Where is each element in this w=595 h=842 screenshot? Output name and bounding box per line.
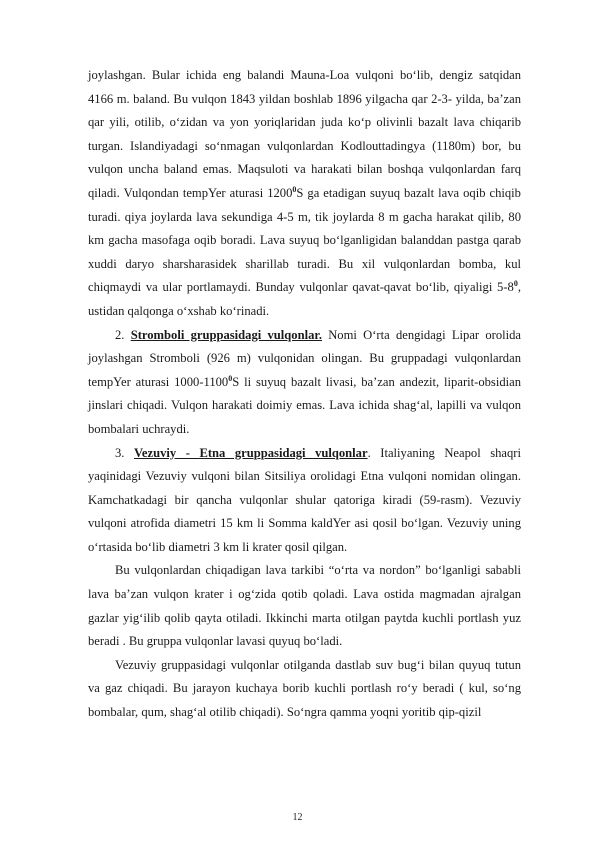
page-number: 12 <box>292 812 303 823</box>
paragraph-3-text: . Italiyaning Neapol shaqri yaqinidagi Vezuviy vulqoni bilan Sitsiliya orolidagi Etna vulqoni nomidan olingan. Kamchatkadagi bir qancha vulqonlar shular qatoriga kiradi (59-rasm). Vezuviy vulqoni atrofida diametri 15 km li Somma kaldYer asi qosil bo‘lgan. Vezuviy uning o‘rtasida bo‘lib diametri 3 km li krater qosil qilgan. <box>88 445 522 554</box>
list-number: 2. <box>115 327 131 342</box>
paragraph-2-text-a: Nomi O‘rta dengidagi Lipar orolida joylashgan Stromboli (926 m) vulqonidan olingan. Bu gruppadagi vulqonlardan tempYer aturasi 1000-1100 <box>88 327 522 389</box>
paragraph-2 <box>88 324 521 442</box>
paragraph-5: Vezuviy gruppasidagi vulqonlar otilganda dastlab suv bug‘i bilan quyuq tutun va gaz chiqadi. Bu jarayon kuchaya borib kuchli portlash ro‘y beradi ( kul, so‘ng bombalar, qum, shag‘al otilib chiqadi). So‘ngra qamma yoqni yoritib qip-qizil <box>88 657 521 720</box>
degree-superscript: 0 <box>513 279 518 289</box>
paragraph-1-text-a: joylashgan. Bular ichida eng balandi Mauna-Loa vulqoni bo‘lib, dengiz satqidan 4166 m. baland. Bu vulqon 1843 yildan boshlab 1896 yilgacha qar 2-3- yilda, ba’zan qar yili, otilib, o‘zidan va yon yoriqlaridan juda ko‘p olivinli bazalt lava chiqarib turgan. Islandiyadagi so‘nmagan vulqonlardan Kodlouttadingya (1180m) bor, bu vulqon uncha baland emas. Maqsuloti va harakati bilan boshqa vulqonlardan farq qiladi. Vulqondan tempYer aturasi 1200 <box>88 68 521 200</box>
list-number: 3. <box>115 445 134 460</box>
paragraph-3 <box>88 442 521 560</box>
paragraph-1 <box>88 64 521 324</box>
degree-superscript: 0 <box>292 184 297 194</box>
section-heading-vezuviy-etna: Vezuviy - Etna gruppasidagi vulqonlar <box>133 445 368 460</box>
degree-superscript: 0 <box>228 373 233 383</box>
paragraph-1-text-c: , ustidan qalqonga o‘xshab ko‘rinadi. <box>88 280 521 318</box>
document-body <box>88 64 521 725</box>
section-heading-stromboli: Stromboli gruppasidagi vulqonlar. <box>130 327 322 342</box>
paragraph-2-text-b: S li suyuq bazalt livasi, ba’zan andezit, liparit-obsidian jinslari chiqadi. Vulqon harakati doimiy emas. Lava ichida shag‘al, lapilli va vulqon bombalari uchraydi. <box>88 374 522 436</box>
paragraph-4: Bu vulqonlardan chiqadigan lava tarkibi “o‘rta va nordon” bo‘lganligi sababli lava ba’zan vulqon krater i og‘zida qotib qoladi. Lava ostida magmadan ajralgan gazlar yig‘ilib qolib qayta otiladi. Ikkinchi marta otilgan paytda kuchli portlash yuz beradi . Bu gruppa vulqonlar lavasi quyuq bo‘ladi. <box>88 563 521 649</box>
paragraph-1-text-b: S ga etadigan suyuq bazalt lava oqib chiqib turadi. qiya joylarda lava sekundiga 4-5 m, tik joylarda 8 m gacha harakat qilib, 80 km gacha masofaga oqib boradi. Lava suyuq bo‘lganligidan balanddan pastga qarab xuddi daryo sharsharasidek sharillab turadi. Bu xil vulqonlardan bomba, kul chiqmaydi va ular portlamaydi. Bunday vulqonlar qavat-qavat bo‘lib, qiyaligi 5-8 <box>88 185 521 295</box>
